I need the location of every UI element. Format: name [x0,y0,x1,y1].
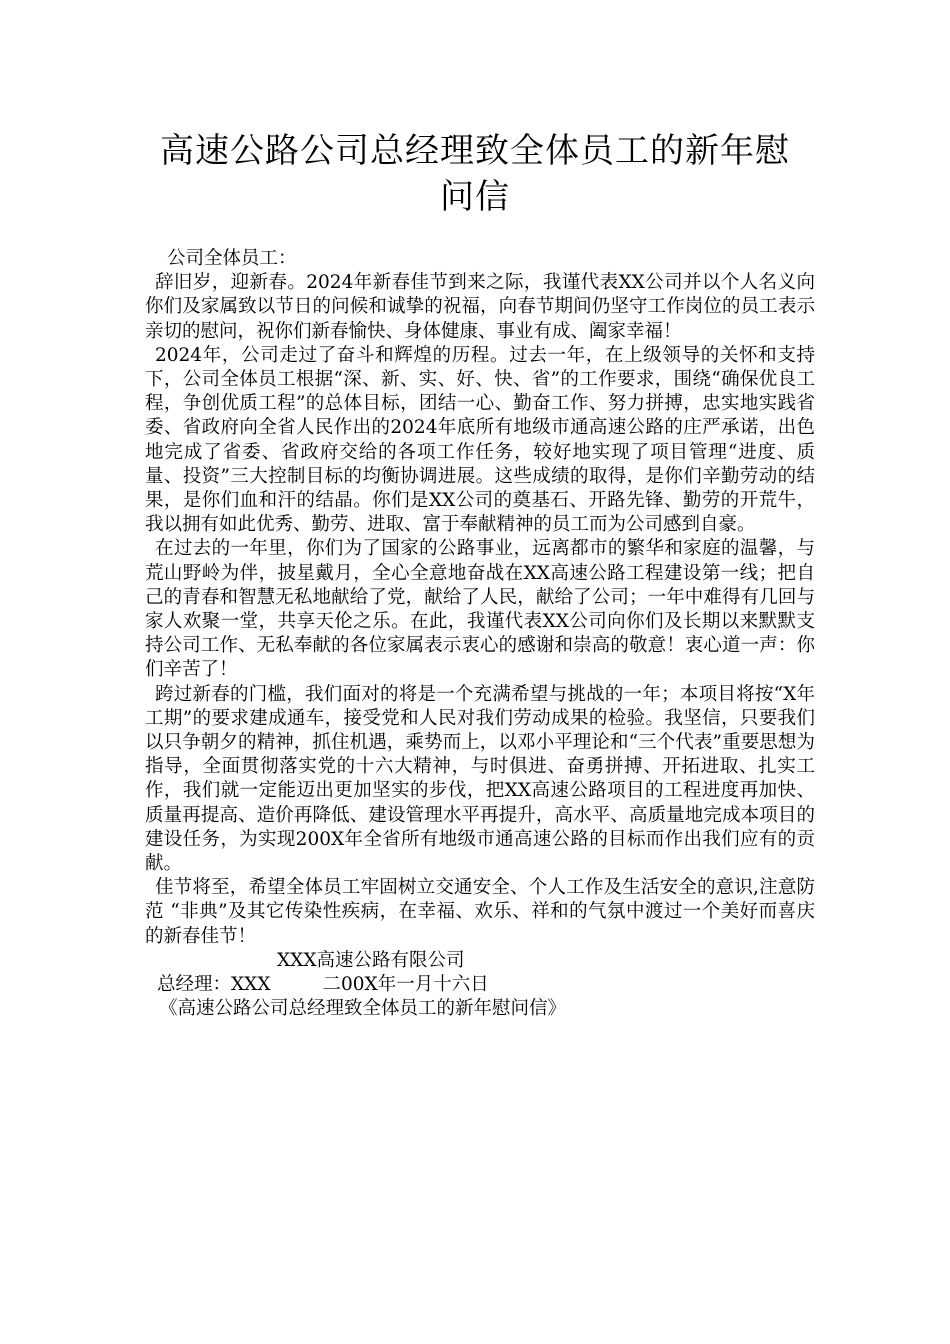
letter-body [145,247,815,1022]
title-line-2: 问信 [440,177,510,217]
document-reference: 《高速公路公司总经理致全体员工的新年慰问信》 [159,998,567,1020]
paragraph-outlook: 跨过新春的门槛，我们面对的将是一个充满希望与挑战的一年；本项目将按“X年工期”的要求建成通车，接受党和人民对我们劳动成果的检验。我坚信，只要我们以只争朝夕的精神，抓住机遇，乘势而上，以邓小平理论和“三个代表”重要思想为指导，全面贯彻落实党的十六大精神，与时俱进、奋勇拼搏、开拓进取、扎实工作，我们就一定能迈出更加坚实的步伐，把XX高速公路项目的工程进度再加快、质量再提高、造价再降低、建设管理水平再提升，高水平、高质量地完成本项目的建设任务，为实现200X年全省所有地级市通高速公路的目标而作出我们应有的贡献。 [145,683,815,875]
letter-title [120,128,830,220]
signature-line [145,973,815,997]
paragraph-review: 2024年，公司走过了奋斗和辉煌的历程。过去一年，在上级领导的关怀和支持下，公司全体员工根据“深、新、实、好、快、省”的工作要求，围绕“确保优良工程，争创优质工程”的总体目标，团结一心、勤奋工作、努力拼搏，忠实地实践省委、省政府向全省人民作出的2024年底所有地级市通高速公路的庄严承诺，出色地完成了省委、省政府交给的各项工作任务，较好地实现了项目管理“进度、质量、投资”三大控制目标的均衡协调进展。这些成绩的取得，是你们辛勤劳动的结果，是你们血和汗的结晶。你们是XX公司的奠基石、开路先锋、勤劳的开荒牛，我以拥有如此优秀、勤劳、进取、富于奉献精神的员工而为公司感到自豪。 [145,344,815,536]
paragraph-thanks: 在过去的一年里，你们为了国家的公路事业，远离都市的繁华和家庭的温馨，与荒山野岭为伴，披星戴月，全心全意地奋战在XX高速公路工程建设第一线；把自己的青春和智慧无私地献给了党，献给了人民，献给了公司；一年中难得有几回与家人欢聚一堂，共享天伦之乐。在此，我谨代表XX公司向你们及长期以来默默支持公司工作、无私奉献的各位家属表示衷心的感谢和崇高的敬意！衷心道一声：你们辛苦了！ [145,538,815,681]
title-line-1: 高速公路公司总经理致全体员工的新年慰 [160,131,790,171]
company-name: XXX高速公路有限公司 [277,949,465,971]
salutation: 公司全体员工： [167,248,297,269]
letter-date: 二00X年一月十六日 [322,974,489,996]
signer: 总经理：XXX [157,974,271,996]
paragraph-wishes: 佳节将至，希望全体员工牢固树立交通安全、个人工作及生活安全的意识,注意防范 “非典”及其它传染性疾病，在幸福、欢乐、祥和的气氛中渡过一个美好而喜庆的新春佳节！ [145,877,815,947]
paragraph-greeting: 辞旧岁，迎新春。2024年新春佳节到来之际，我谨代表XX公司并以个人名义向你们及家属致以节日的问候和诚挚的祝福，向春节期间仍坚守工作岗位的员工表示亲切的慰问，祝你们新春愉快、身体健康、事业有成、阖家幸福！ [145,272,815,342]
